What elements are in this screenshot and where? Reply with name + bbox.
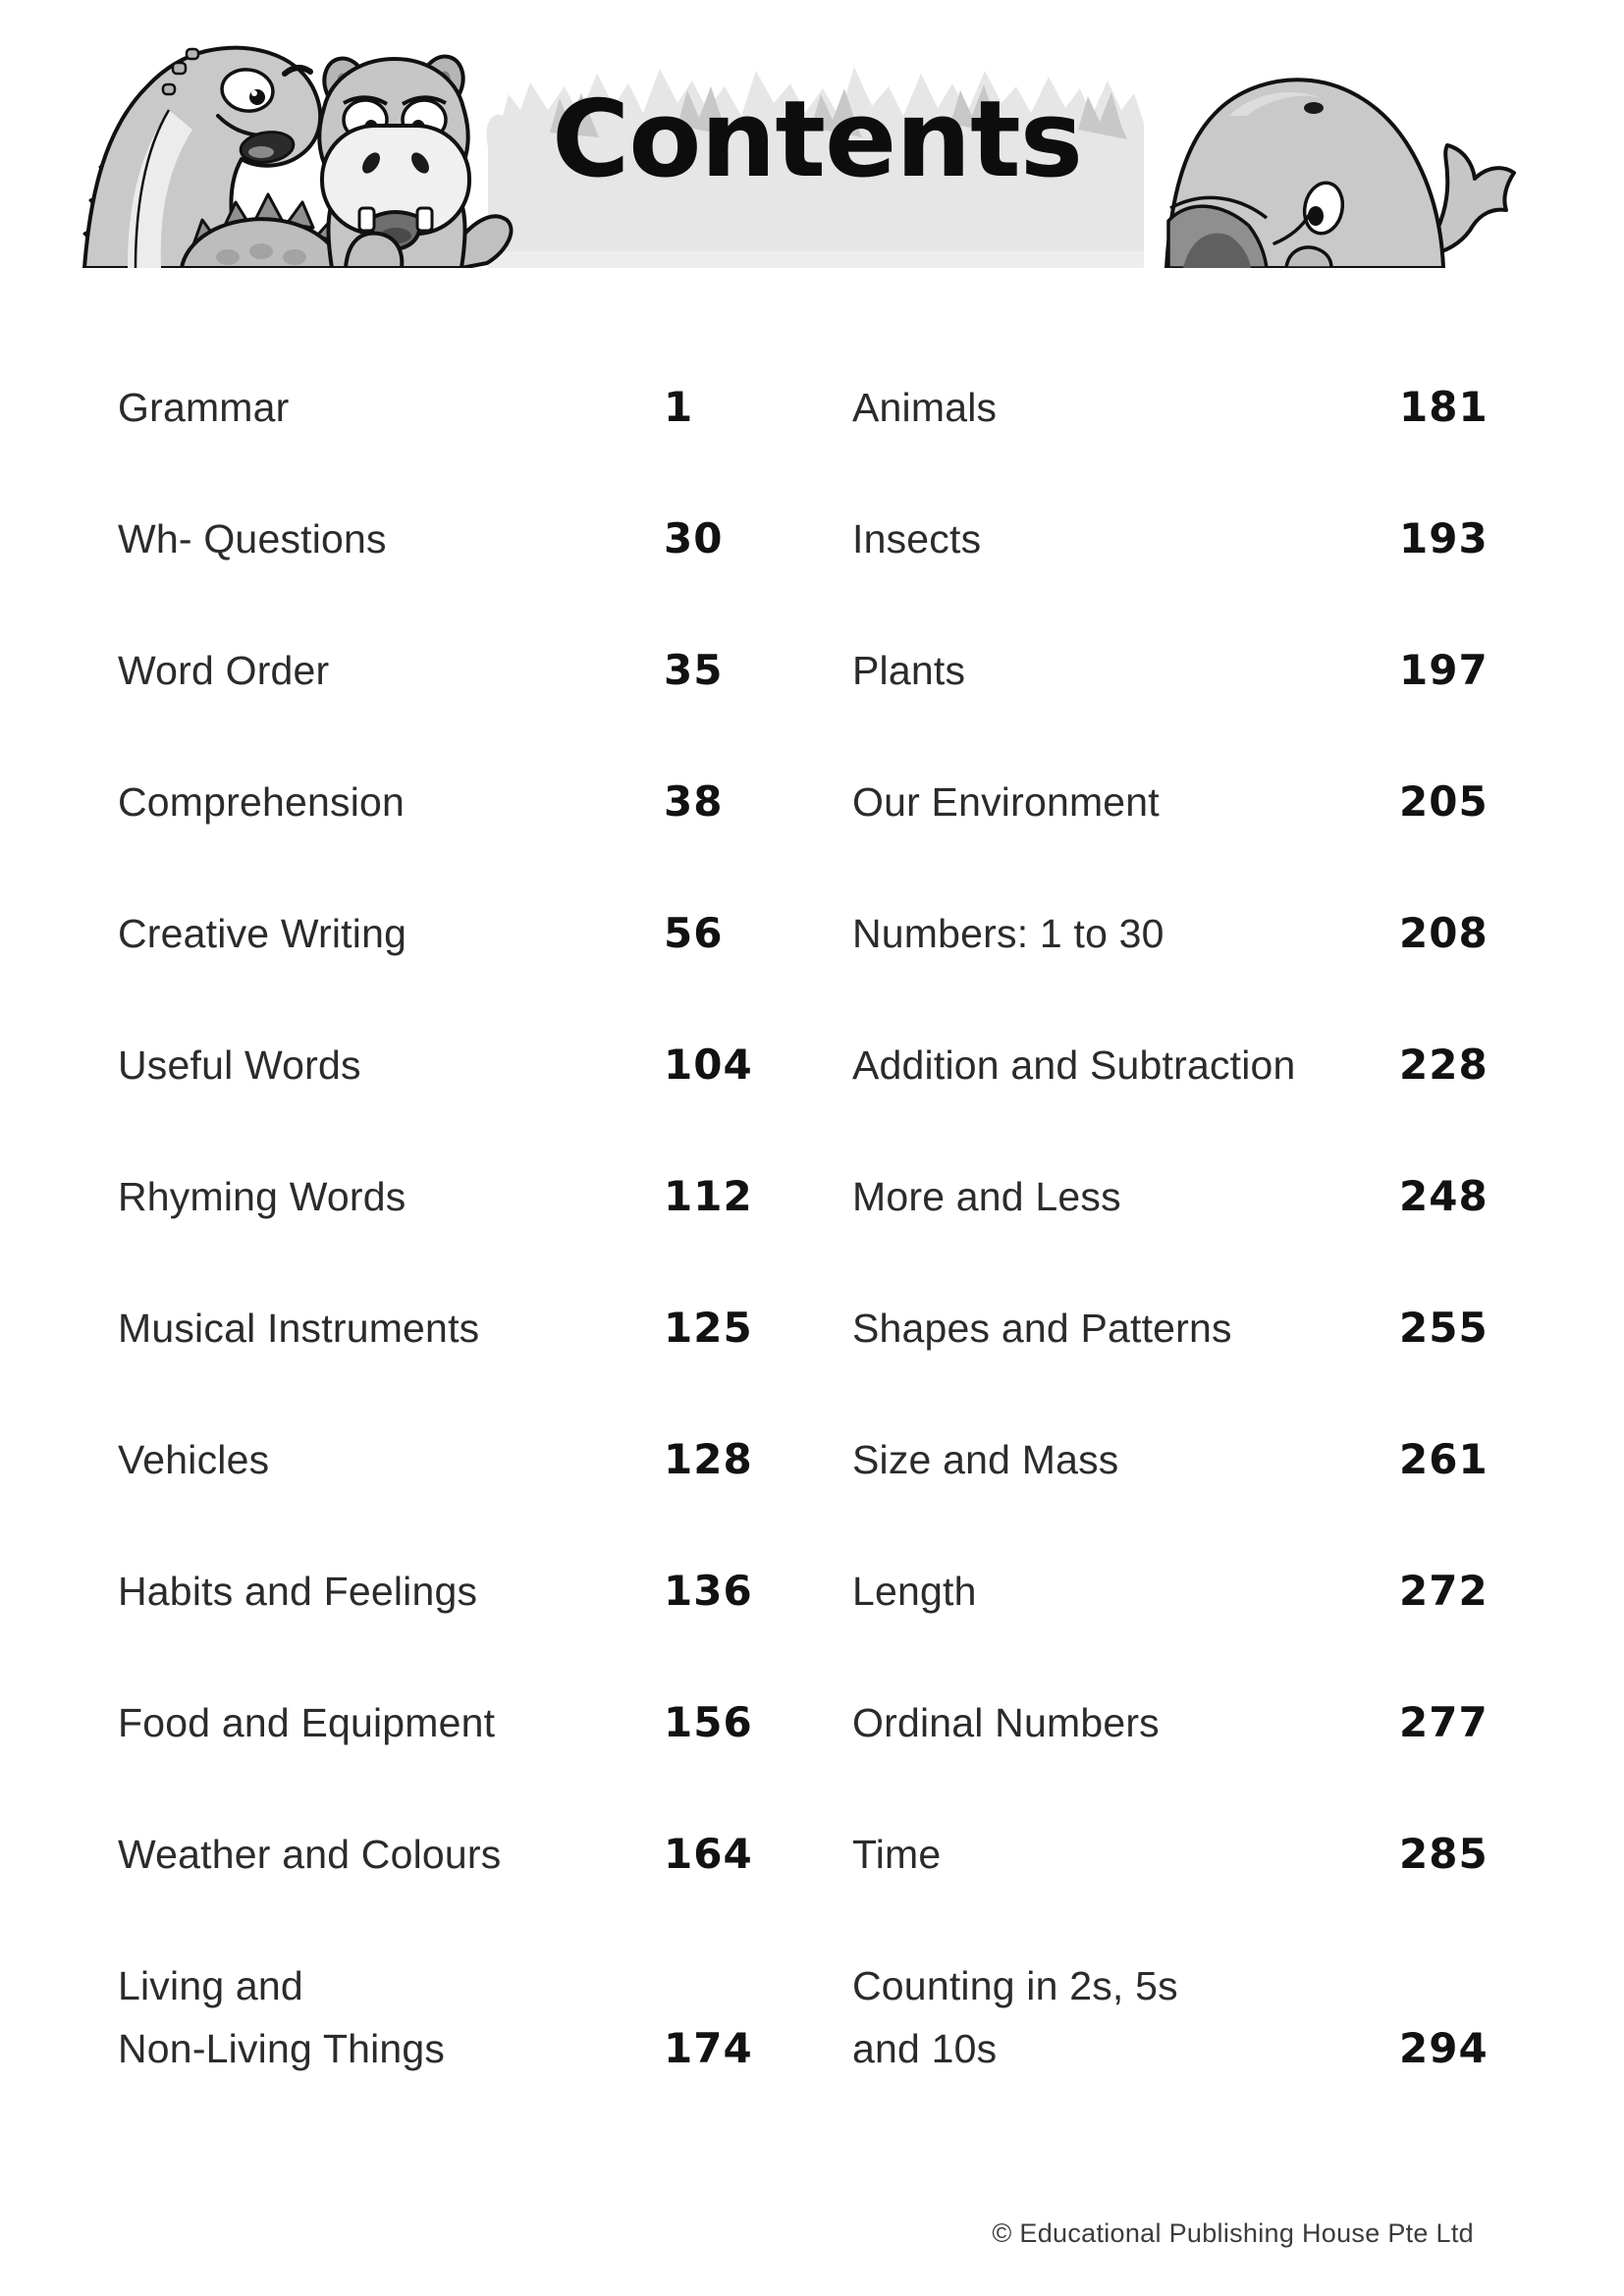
toc-entry [852, 515, 1624, 562]
toc-entry [118, 1173, 852, 1220]
toc-entry [118, 1699, 852, 1746]
toc-entry-page: 128 [664, 1435, 753, 1483]
toc-entry [118, 1962, 852, 2072]
toc-entry [118, 647, 852, 694]
toc-entry-page: 56 [664, 909, 724, 957]
toc-entry [852, 1436, 1624, 1483]
toc-entry-label-line2: and 10s [852, 2026, 998, 2071]
toc-entry-label: More and Less [852, 1174, 1121, 1219]
toc-entry [852, 1568, 1624, 1615]
toc-entry-page: 285 [1399, 1830, 1489, 1878]
toc-entry-label-line1: Living and [118, 1963, 303, 2008]
toc-entry-label: Animals [852, 385, 998, 430]
toc-column-left [118, 384, 852, 2157]
toc-entry-label: Rhyming Words [118, 1174, 406, 1219]
toc-entry-page: 255 [1399, 1304, 1489, 1352]
header [0, 0, 1624, 268]
toc-entry [118, 1305, 852, 1352]
toc-entry [852, 1699, 1624, 1746]
toc-entry [118, 1436, 852, 1483]
toc-entry-label: Ordinal Numbers [852, 1700, 1160, 1745]
toc-column-right [852, 384, 1624, 2157]
hippo-illustration [318, 51, 512, 268]
toc-entry-page: 1 [664, 383, 694, 431]
toc-entry-label: Musical Instruments [118, 1306, 480, 1351]
toc-entry-page: 277 [1399, 1698, 1489, 1746]
toc-entry-page: 112 [664, 1172, 753, 1220]
toc-entry-label: Plants [852, 648, 966, 693]
toc-entry-label: Food and Equipment [118, 1700, 496, 1745]
toc-entry-page: 248 [1399, 1172, 1489, 1220]
toc-entry-page: 164 [664, 1830, 753, 1878]
toc-entry-page: 30 [664, 514, 724, 562]
toc-entry [852, 1305, 1624, 1352]
toc-entry-page: 38 [664, 777, 724, 826]
toc-entry-label-line2: Non-Living Things [118, 2026, 446, 2071]
toc-entry [852, 1173, 1624, 1220]
toc-entry-label: Comprehension [118, 779, 406, 825]
toc-entry-page: 174 [664, 2024, 753, 2072]
toc-entry-page: 261 [1399, 1435, 1489, 1483]
toc-entry [118, 384, 852, 431]
toc-entry [852, 910, 1624, 957]
toc-entry-label-line1: Counting in 2s, 5s [852, 1963, 1178, 2008]
page-title: Contents [551, 79, 1082, 201]
toc-entry-label: Addition and Subtraction [852, 1042, 1296, 1088]
toc-entry-label: Vehicles [118, 1437, 270, 1482]
toc-entry [118, 910, 852, 957]
toc-entry [852, 647, 1624, 694]
toc-entry-label: Habits and Feelings [118, 1569, 478, 1614]
toc-entry-label: Our Environment [852, 779, 1160, 825]
toc-entry-page: 156 [664, 1698, 753, 1746]
toc-entry-label: Creative Writing [118, 911, 407, 956]
toc-entry-page: 35 [664, 646, 724, 694]
whale-illustration [1166, 80, 1514, 268]
toc-entry [852, 1962, 1624, 2072]
toc-entry-label: Size and Mass [852, 1437, 1119, 1482]
toc-entry [118, 1041, 852, 1089]
toc-entry-page: 272 [1399, 1567, 1489, 1615]
toc-entry-label: Wh- Questions [118, 516, 387, 561]
toc-entry-page: 205 [1399, 777, 1489, 826]
toc-entry-label: Insects [852, 516, 982, 561]
toc-entry-page: 181 [1399, 383, 1489, 431]
toc-entry-page: 294 [1399, 2024, 1489, 2072]
toc-entry [852, 778, 1624, 826]
toc-entry [852, 1041, 1624, 1089]
toc-entry-label: Weather and Colours [118, 1832, 502, 1877]
toc-entry [118, 1831, 852, 1878]
toc-entry-label: Numbers: 1 to 30 [852, 911, 1164, 956]
toc-entry-label: Word Order [118, 648, 330, 693]
toc-entry [852, 1831, 1624, 1878]
footer [992, 2218, 1474, 2249]
toc-entry [852, 384, 1624, 431]
toc-entry [118, 778, 852, 826]
toc-entry-label: Useful Words [118, 1042, 361, 1088]
toc-entry [118, 515, 852, 562]
toc-entry-page: 193 [1399, 514, 1489, 562]
toc-entry-label: Length [852, 1569, 977, 1614]
toc-entry-label: Grammar [118, 385, 290, 430]
copyright-text: © Educational Publishing House Pte Ltd [992, 2218, 1474, 2248]
toc-entry-label: Shapes and Patterns [852, 1306, 1232, 1351]
toc-entry-page: 208 [1399, 909, 1489, 957]
toc-entry-page: 104 [664, 1041, 753, 1089]
toc-entry-page: 228 [1399, 1041, 1489, 1089]
toc-entry [118, 1568, 852, 1615]
toc-entry-page: 197 [1399, 646, 1489, 694]
toc [0, 268, 1624, 2157]
toc-entry-label: Time [852, 1832, 942, 1877]
toc-entry-page: 125 [664, 1304, 753, 1352]
toc-entry-page: 136 [664, 1567, 753, 1615]
